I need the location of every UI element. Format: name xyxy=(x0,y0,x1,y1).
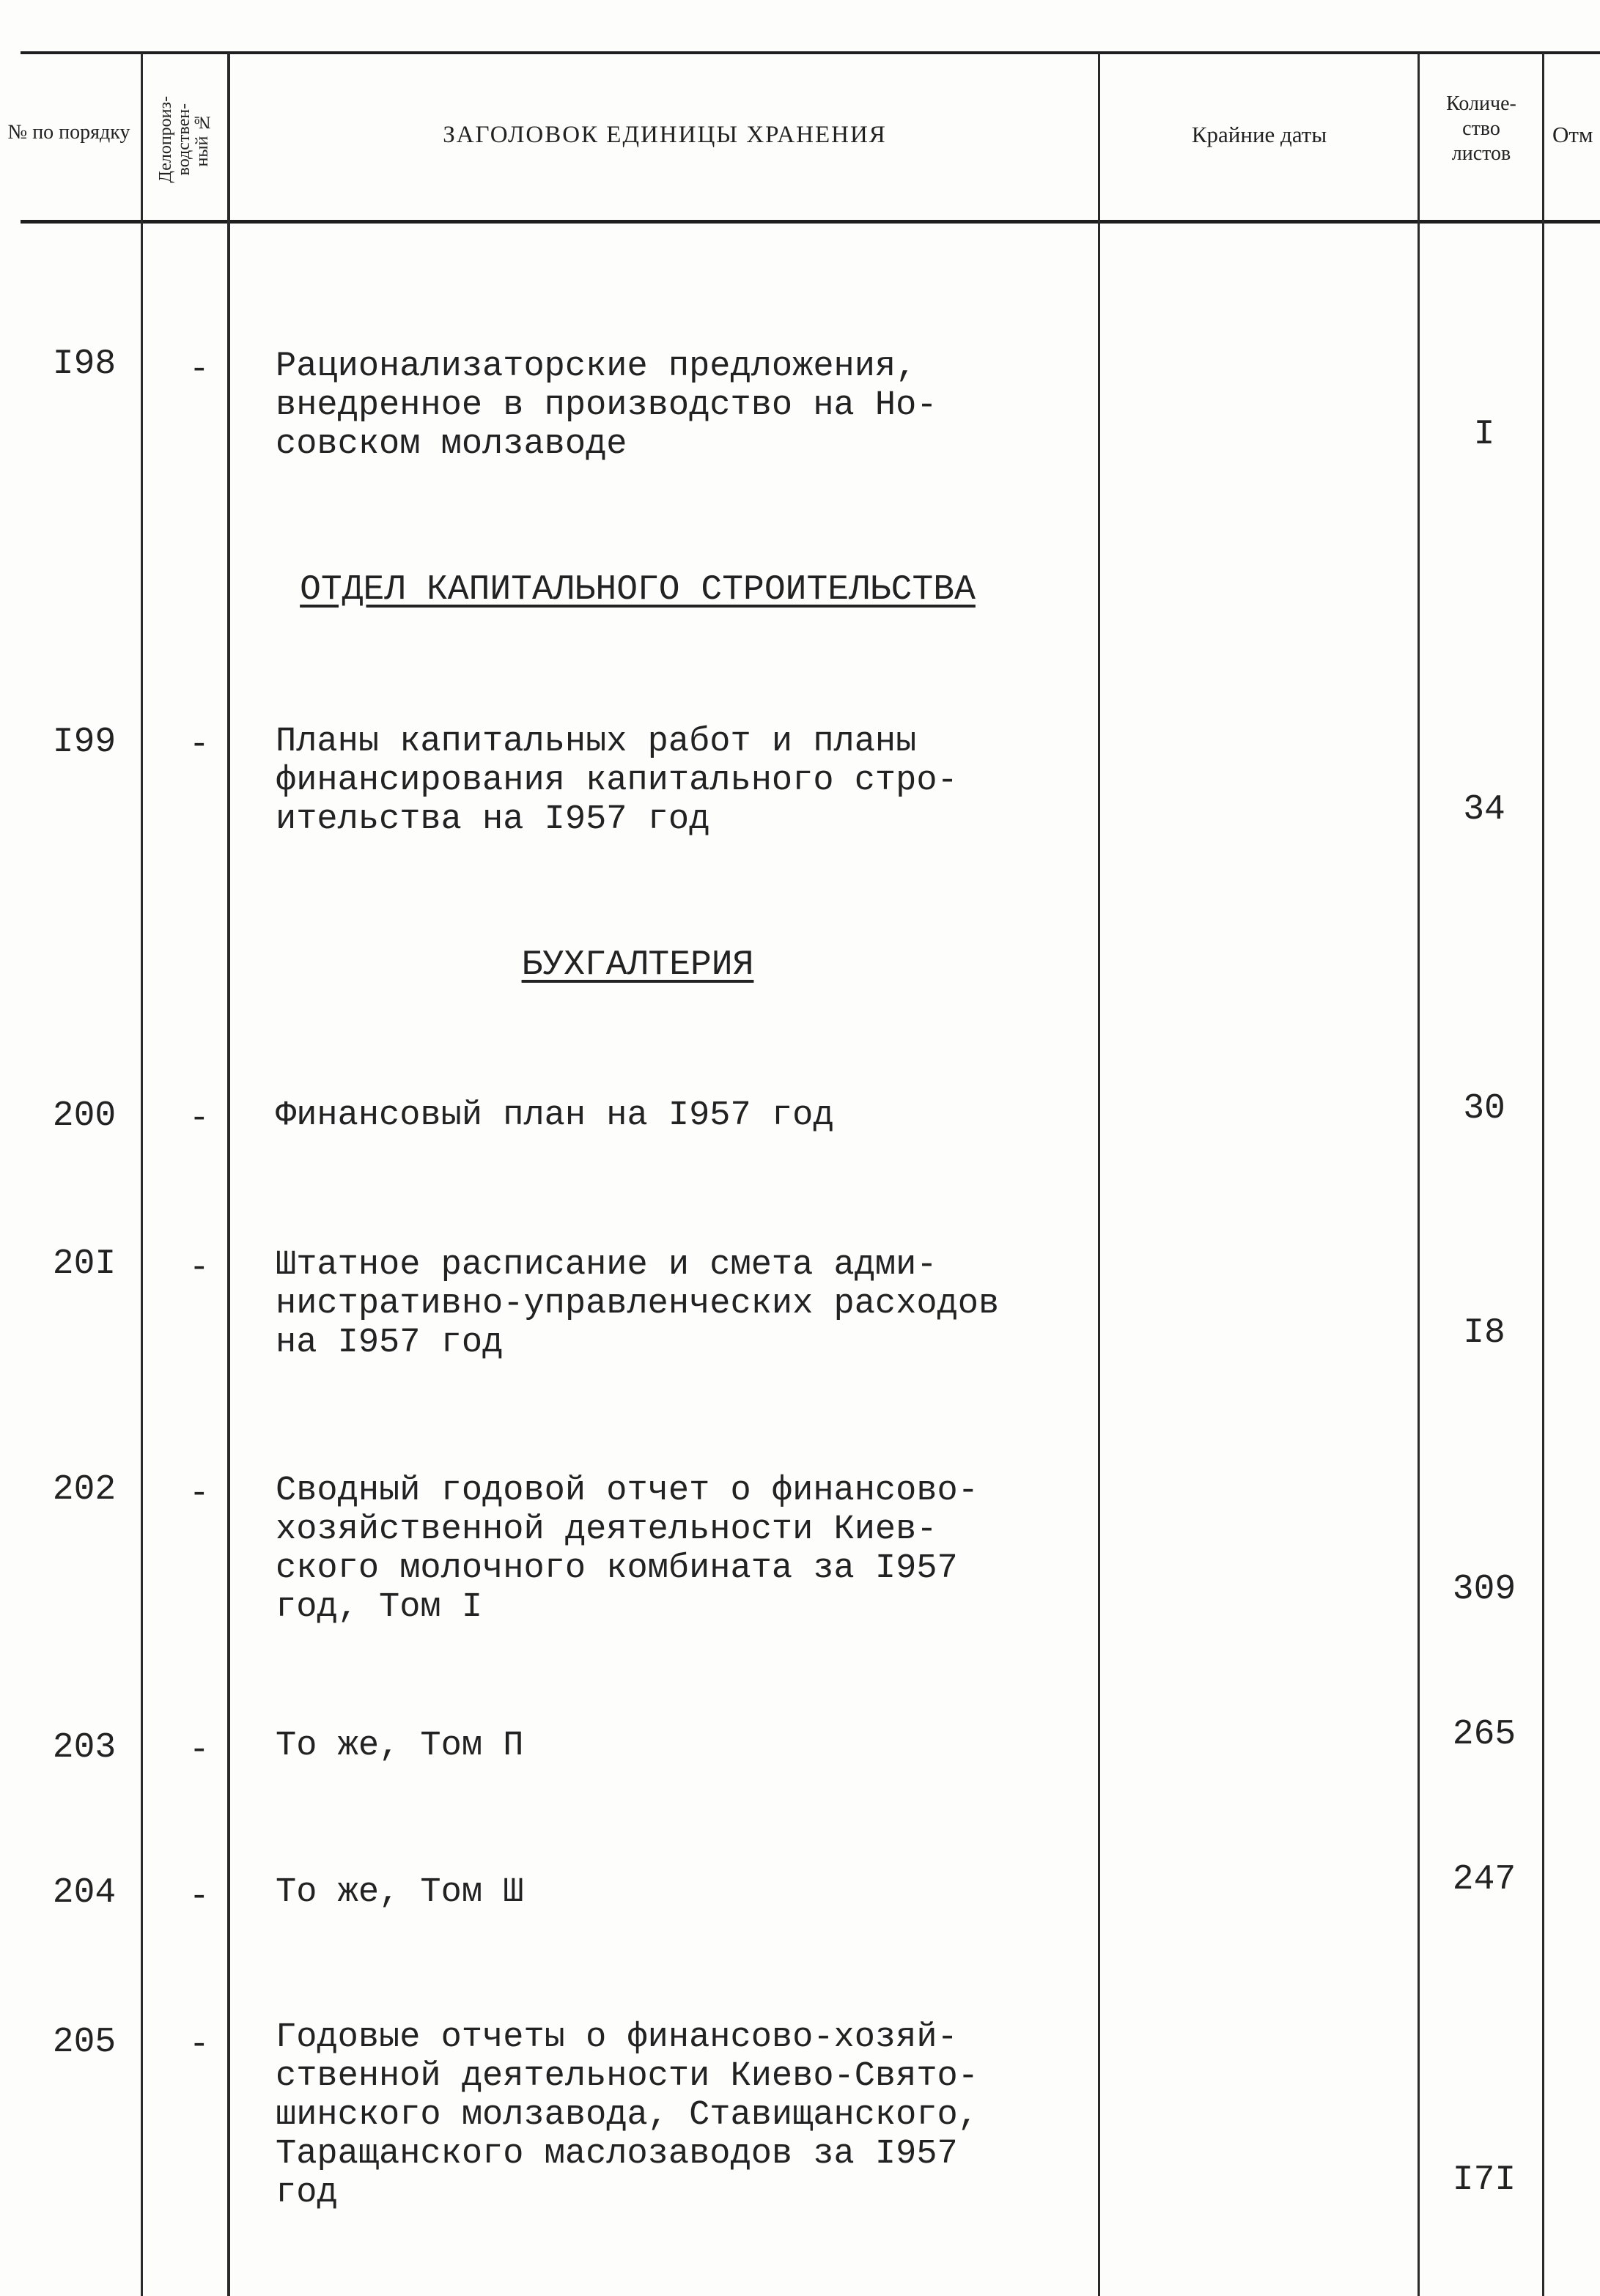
row-office-number: - xyxy=(189,1878,210,1916)
row-number: I99 xyxy=(52,723,117,762)
section-heading: ОТДЕЛ КАПИТАЛЬНОГО СТРОИТЕЛЬСТВА xyxy=(300,570,976,610)
column-divider xyxy=(1417,53,1420,2296)
row-title: Планы капитальных работ и планы финансирования капитального стро- ительства на I957 год xyxy=(276,723,958,839)
row-title: То же, Том П xyxy=(276,1727,524,1765)
header-dates: Крайние даты xyxy=(1191,122,1327,147)
row-office-number: - xyxy=(189,1249,210,1287)
row-sheet-count: I8 xyxy=(1463,1313,1505,1353)
section-heading: БУХГАЛТЕРИЯ xyxy=(521,945,754,985)
row-title: Сводный годовой отчет о финансово- хозяйственной деятельности Киев- ского молочного комбината за I957 год, Том I xyxy=(276,1472,978,1627)
row-office-number: - xyxy=(189,1474,210,1513)
row-title: Финансовый план на I957 год xyxy=(276,1096,834,1135)
header-notes: Отм xyxy=(1552,122,1593,147)
row-title: Годовые отчеты о финансово-хозяй- ственной деятельности Киево-Свято- шинского молзавода, Ставищанского, Таращанского маслозаводов за I957 год xyxy=(276,2018,978,2212)
table-top-rule xyxy=(21,51,1600,54)
column-divider xyxy=(141,53,143,2296)
row-number: I98 xyxy=(52,344,117,384)
row-title: Рационализаторские предложения, внедренное в производство на Но- совском молзаводе xyxy=(276,347,937,464)
header-sheet-count: Количе- ство листов xyxy=(1446,92,1516,165)
row-number: 205 xyxy=(52,2023,117,2062)
row-office-number: - xyxy=(189,1731,210,1769)
header-title: ЗАГОЛОВОК ЕДИНИЦЫ ХРАНЕНИЯ xyxy=(443,122,887,148)
header-number: № по порядку xyxy=(7,121,130,144)
row-number: 204 xyxy=(52,1873,117,1913)
row-sheet-count: 247 xyxy=(1452,1860,1516,1900)
row-number: 203 xyxy=(52,1728,117,1768)
column-divider xyxy=(227,53,230,2296)
row-number: 20I xyxy=(52,1244,117,1284)
row-title: Штатное расписание и смета адми- нистративно-управленческих расходов на I957 год xyxy=(276,1246,1000,1362)
row-sheet-count: I7I xyxy=(1452,2160,1516,2200)
row-number: 202 xyxy=(52,1470,117,1510)
row-office-number: - xyxy=(189,1099,210,1137)
row-office-number: - xyxy=(189,350,210,388)
column-divider xyxy=(1098,53,1100,2296)
row-sheet-count: 34 xyxy=(1463,790,1505,830)
column-divider xyxy=(1542,53,1544,2296)
row-office-number: - xyxy=(189,2026,210,2064)
row-number: 200 xyxy=(52,1096,117,1136)
row-sheet-count: 309 xyxy=(1452,1570,1516,1609)
row-office-number: - xyxy=(189,726,210,764)
row-title: То же, Том Ш xyxy=(276,1873,524,1912)
header-office-number-cell xyxy=(144,62,224,216)
header-office-number: Делопроиз- водствен- ный № xyxy=(155,95,212,183)
row-sheet-count: 30 xyxy=(1463,1089,1505,1129)
row-sheet-count: 265 xyxy=(1452,1715,1516,1754)
row-sheet-count: I xyxy=(1473,415,1495,454)
header-bottom-rule xyxy=(21,220,1600,224)
